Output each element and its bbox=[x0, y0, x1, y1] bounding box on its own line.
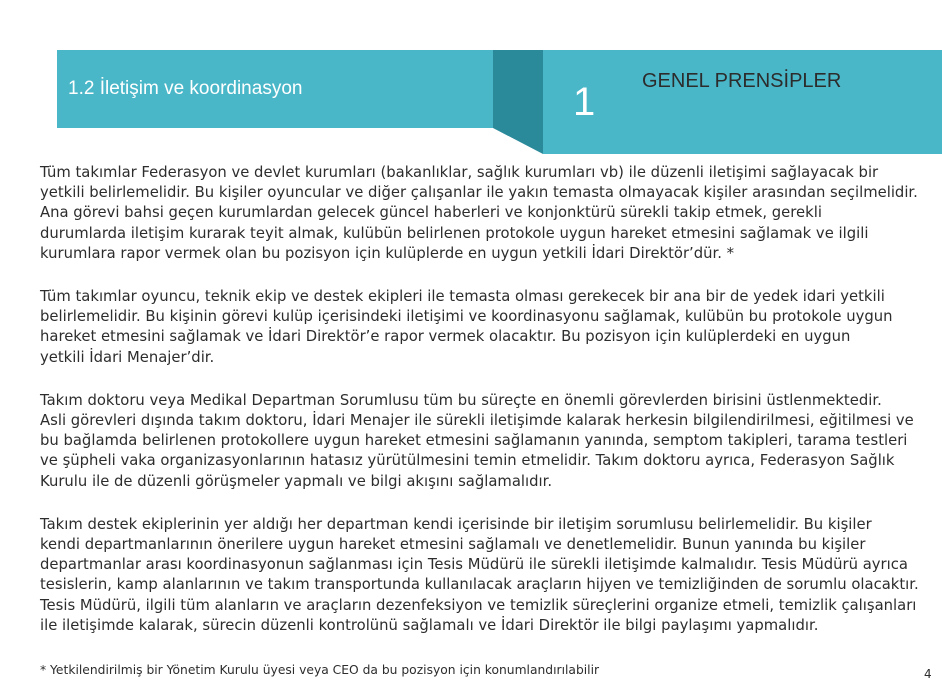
chapter-banner bbox=[543, 50, 942, 154]
banner-fold bbox=[493, 50, 543, 154]
chapter-title: GENEL PRENSİPLER bbox=[642, 70, 842, 92]
paragraph-4: Takım destek ekiplerinin yer aldığı her departman kendi içerisinde bir iletişim sorumlusu belirlemelidir. Bu kişiler kendi departmanlarının önerilere uygun hareket etmesini sağlamalı ve denetlemelidir. Bunun yanında bu kişiler departmanlar arası koordinasyonun sağlanması için Tesis Müdürü ile sürekli iletişimde kalmalıdır. Tesis Müdürü ayrıca tesislerin, kamp alanlarının ve takım transportunda kullanılacak araçların hijyen ve temizliğinden de sorumlu olacaktır. Tesis Müdürü, ilgili tüm alanların ve araçların dezenfeksiyon ve temizlik süreçlerini organize etmeli, temizlik çalışanları ile iletişimde kalarak, sürecin düzenli kontrolünü sağlamalı ve İdari Direktör ile bilgi paylaşımı yapmalıdır. bbox=[40, 515, 919, 634]
paragraph-2: Tüm takımlar oyuncu, teknik ekip ve destek ekipleri ile temasta olması gerekecek bir ana bir de yedek idari yetkili belirlemelidir. Bu kişinin görevi kulüp içerisindeki iletişimi ve koordinasyonu sağlamak, kulübün bu protokole uygun hareket etmesini sağlamak ve İdari Direktör’e rapor vermek olacaktır. Bu pozisyon için kulüplerdeki en uygun yetkili İdari Menajer’dir. bbox=[40, 288, 893, 366]
page-number: 4 bbox=[924, 667, 932, 681]
footnote: * Yetkilendirilmiş bir Yönetim Kurulu üyesi veya CEO da bu pozisyon için konumlandırılabilir bbox=[40, 663, 600, 677]
paragraph-1: Tüm takımlar Federasyon ve devlet kurumları (bakanlıklar, sağlık kurumları vb) ile düzenli iletişimi sağlayacak bir yetkili belirlemelidir. Bu kişiler oyuncular ve diğer çalışanlar ile yakın temasta olmayacak kişiler arasından seçilmelidir. Ana görevi bahsi geçen kurumlardan gelecek güncel haberleri ve konjonktürü sürekli takip etmek, gerekli durumlarda iletişim kurarak teyit almak, kulübün belirlenen protokole uygun hareket etmesini sağlamak ve ilgili kurumlara rapor vermek olan bu pozisyon için kulüplerde en uygun yetkili İdari Direktör’dür. * bbox=[40, 164, 918, 262]
paragraph-3: Takım doktoru veya Medikal Departman Sorumlusu tüm bu süreçte en önemli görevlerden birisini üstlenmektedir. Asli görevleri dışında takım doktoru, İdari Menajer ile sürekli iletişimde kalarak herkesin bilgilendirilmesi, eğitilmesi ve bu bağlamda belirlenen protokollere uygun hareket etmesini sağlamanın yanında, semptom takipleri, tarama testleri ve şüpheli vaka organizasyonlarının hatasız yürütülmesini temin etmelidir. Takım doktoru ayrıca, Federasyon Sağlık Kurulu ile de düzenli görüşmeler yapmalı ve bilgi akışını sağlamalıdır. bbox=[40, 391, 914, 490]
chapter-number: 1 bbox=[573, 80, 596, 124]
body-content bbox=[40, 163, 940, 659]
section-title: 1.2 İletişim ve koordinasyon bbox=[68, 78, 303, 99]
